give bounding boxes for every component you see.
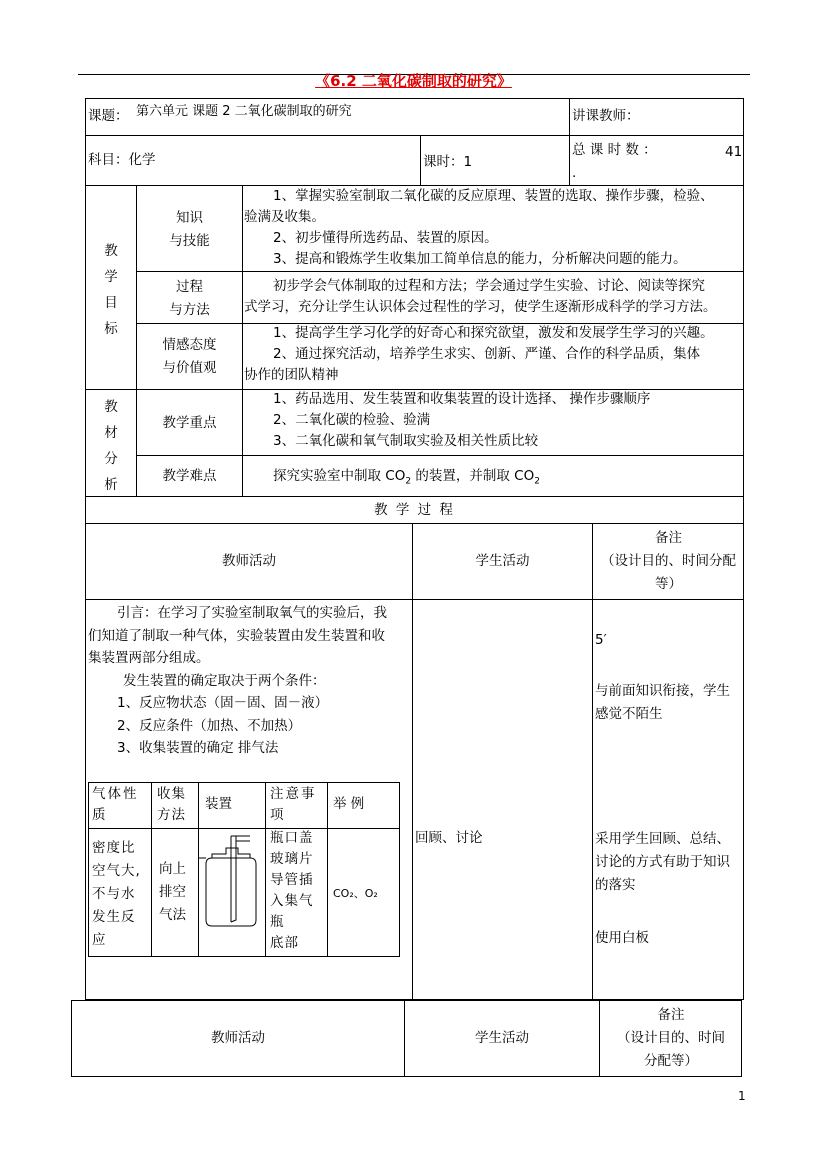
analysis-section-label: 教 材 分 析: [104, 399, 118, 493]
cont-col-teacher: 教师活动: [211, 1030, 265, 1046]
student-activity-text: 回顾、讨论: [415, 830, 483, 846]
goals-section-label: 教 学 目 标: [104, 243, 118, 337]
topic-value: 第六单元 课题 2 二氧化碳制取的研究: [136, 104, 352, 119]
gas-header-notes: 注意事 项: [270, 786, 317, 823]
difficulty-text: 探究实验室中制取 $CO_2$ 的装置，并制取 $CO_2$: [273, 468, 540, 487]
topic-label: 课题：: [88, 108, 129, 124]
difficulty-label: 教学难点: [162, 468, 217, 484]
subject: 科目：化学: [88, 152, 156, 168]
hours: 课时：1: [423, 154, 473, 170]
note-time: 5′: [595, 632, 607, 648]
note-link-prior: 与前面知识衔接，学生 感觉不陌生: [595, 683, 730, 722]
col-teacher-activity: 教师活动: [222, 553, 276, 569]
goal-label-emotion: 情感态度 与价值观: [162, 337, 217, 376]
gas-header-example: 举 例: [333, 796, 365, 812]
page-number: 1: [738, 1089, 746, 1103]
goal-text-process: 初步学会气体制取的过程和方法；学会通过学生实验、讨论、阅读等探究 式学习，充分让学生认识体会过程性的学习，使学生逐渐形成科学的学习方法。: [244, 278, 717, 315]
goal-text-emotion: 1、提高学生学习化学的好奇心和探究欲望，激发和发展学生学习的兴趣。 2、通过探究活动，培养学生求实、创新、严谨、合作的科学品质，集体 协作的团队精神: [244, 325, 714, 383]
teacher-label: 讲课教师：: [572, 108, 640, 124]
col-student-activity: 学生活动: [475, 553, 530, 569]
cont-col-student: 学生活动: [475, 1030, 529, 1046]
key-points-label: 教学重点: [162, 415, 217, 431]
note-review-method: 采用学生回顾、总结、 讨论的方式有助于知识 的落实: [595, 831, 730, 893]
gas-bottle-apparatus: [198, 828, 265, 957]
col-notes: 备注 （设计目的、时间分配 等）: [601, 530, 736, 592]
document-title: 《6.2 二氧化碳制取的研究》: [315, 72, 512, 90]
goal-text-knowledge: 1、掌握实验室制取二氧化碳的反应原理、装置的选取、操作步骤，检验、 验满及收集。 2、初步懂得所选药品、装置的原因。 3、提高和锻炼学生收集加工简单信息的能力，分析解决问题的能力。: [244, 188, 714, 267]
gas-header-property: 气体性 质: [92, 786, 139, 823]
gas-header-method: 收集 方法: [157, 786, 186, 823]
note-whiteboard: 使用白板: [595, 930, 649, 946]
goal-label-process: 过程 与方法: [169, 279, 210, 318]
teacher-activity-text: 引言：在学习了实验室制取氧气的实验后，我 们知道了制取一种气体，实验装置由发生装置和收 集装置两部分组成。 发生装置的确定取决于两个条件： 1、反应物状态（固－固、固－液） 2、反应条件（加热、不加热） 3、收集装置的确定 排气法: [88, 605, 387, 756]
goal-label-knowledge: 知识 与技能: [169, 210, 210, 249]
total-hours-dot: .: [572, 165, 577, 181]
key-points-text: 1、药品选用、发生装置和收集装置的设计选择、 操作步骤顺序 2、二氧化碳的检验、验满 3、二氧化碳和氧气制取实验及相关性质比较: [273, 391, 651, 449]
gas-cell-property: 密度比 空气大, 不与水 发生反 应: [92, 840, 141, 948]
gas-header-apparatus: 装置: [205, 796, 232, 812]
gas-cell-notes: 瓶口盖 玻璃片 导管插 入集气 瓶 底部: [270, 830, 314, 951]
total-hours-label: 总 课 时 数 ：: [572, 142, 657, 158]
cont-col-notes: 备注 （设计目的、时间 分配等）: [617, 1007, 725, 1069]
process-heading: 教 学 过 程: [374, 502, 455, 518]
gas-cell-example: CO₂、O₂: [333, 887, 378, 900]
total-hours-value: 41: [725, 144, 743, 160]
gas-cell-method: 向上 排空 气法: [159, 861, 186, 923]
